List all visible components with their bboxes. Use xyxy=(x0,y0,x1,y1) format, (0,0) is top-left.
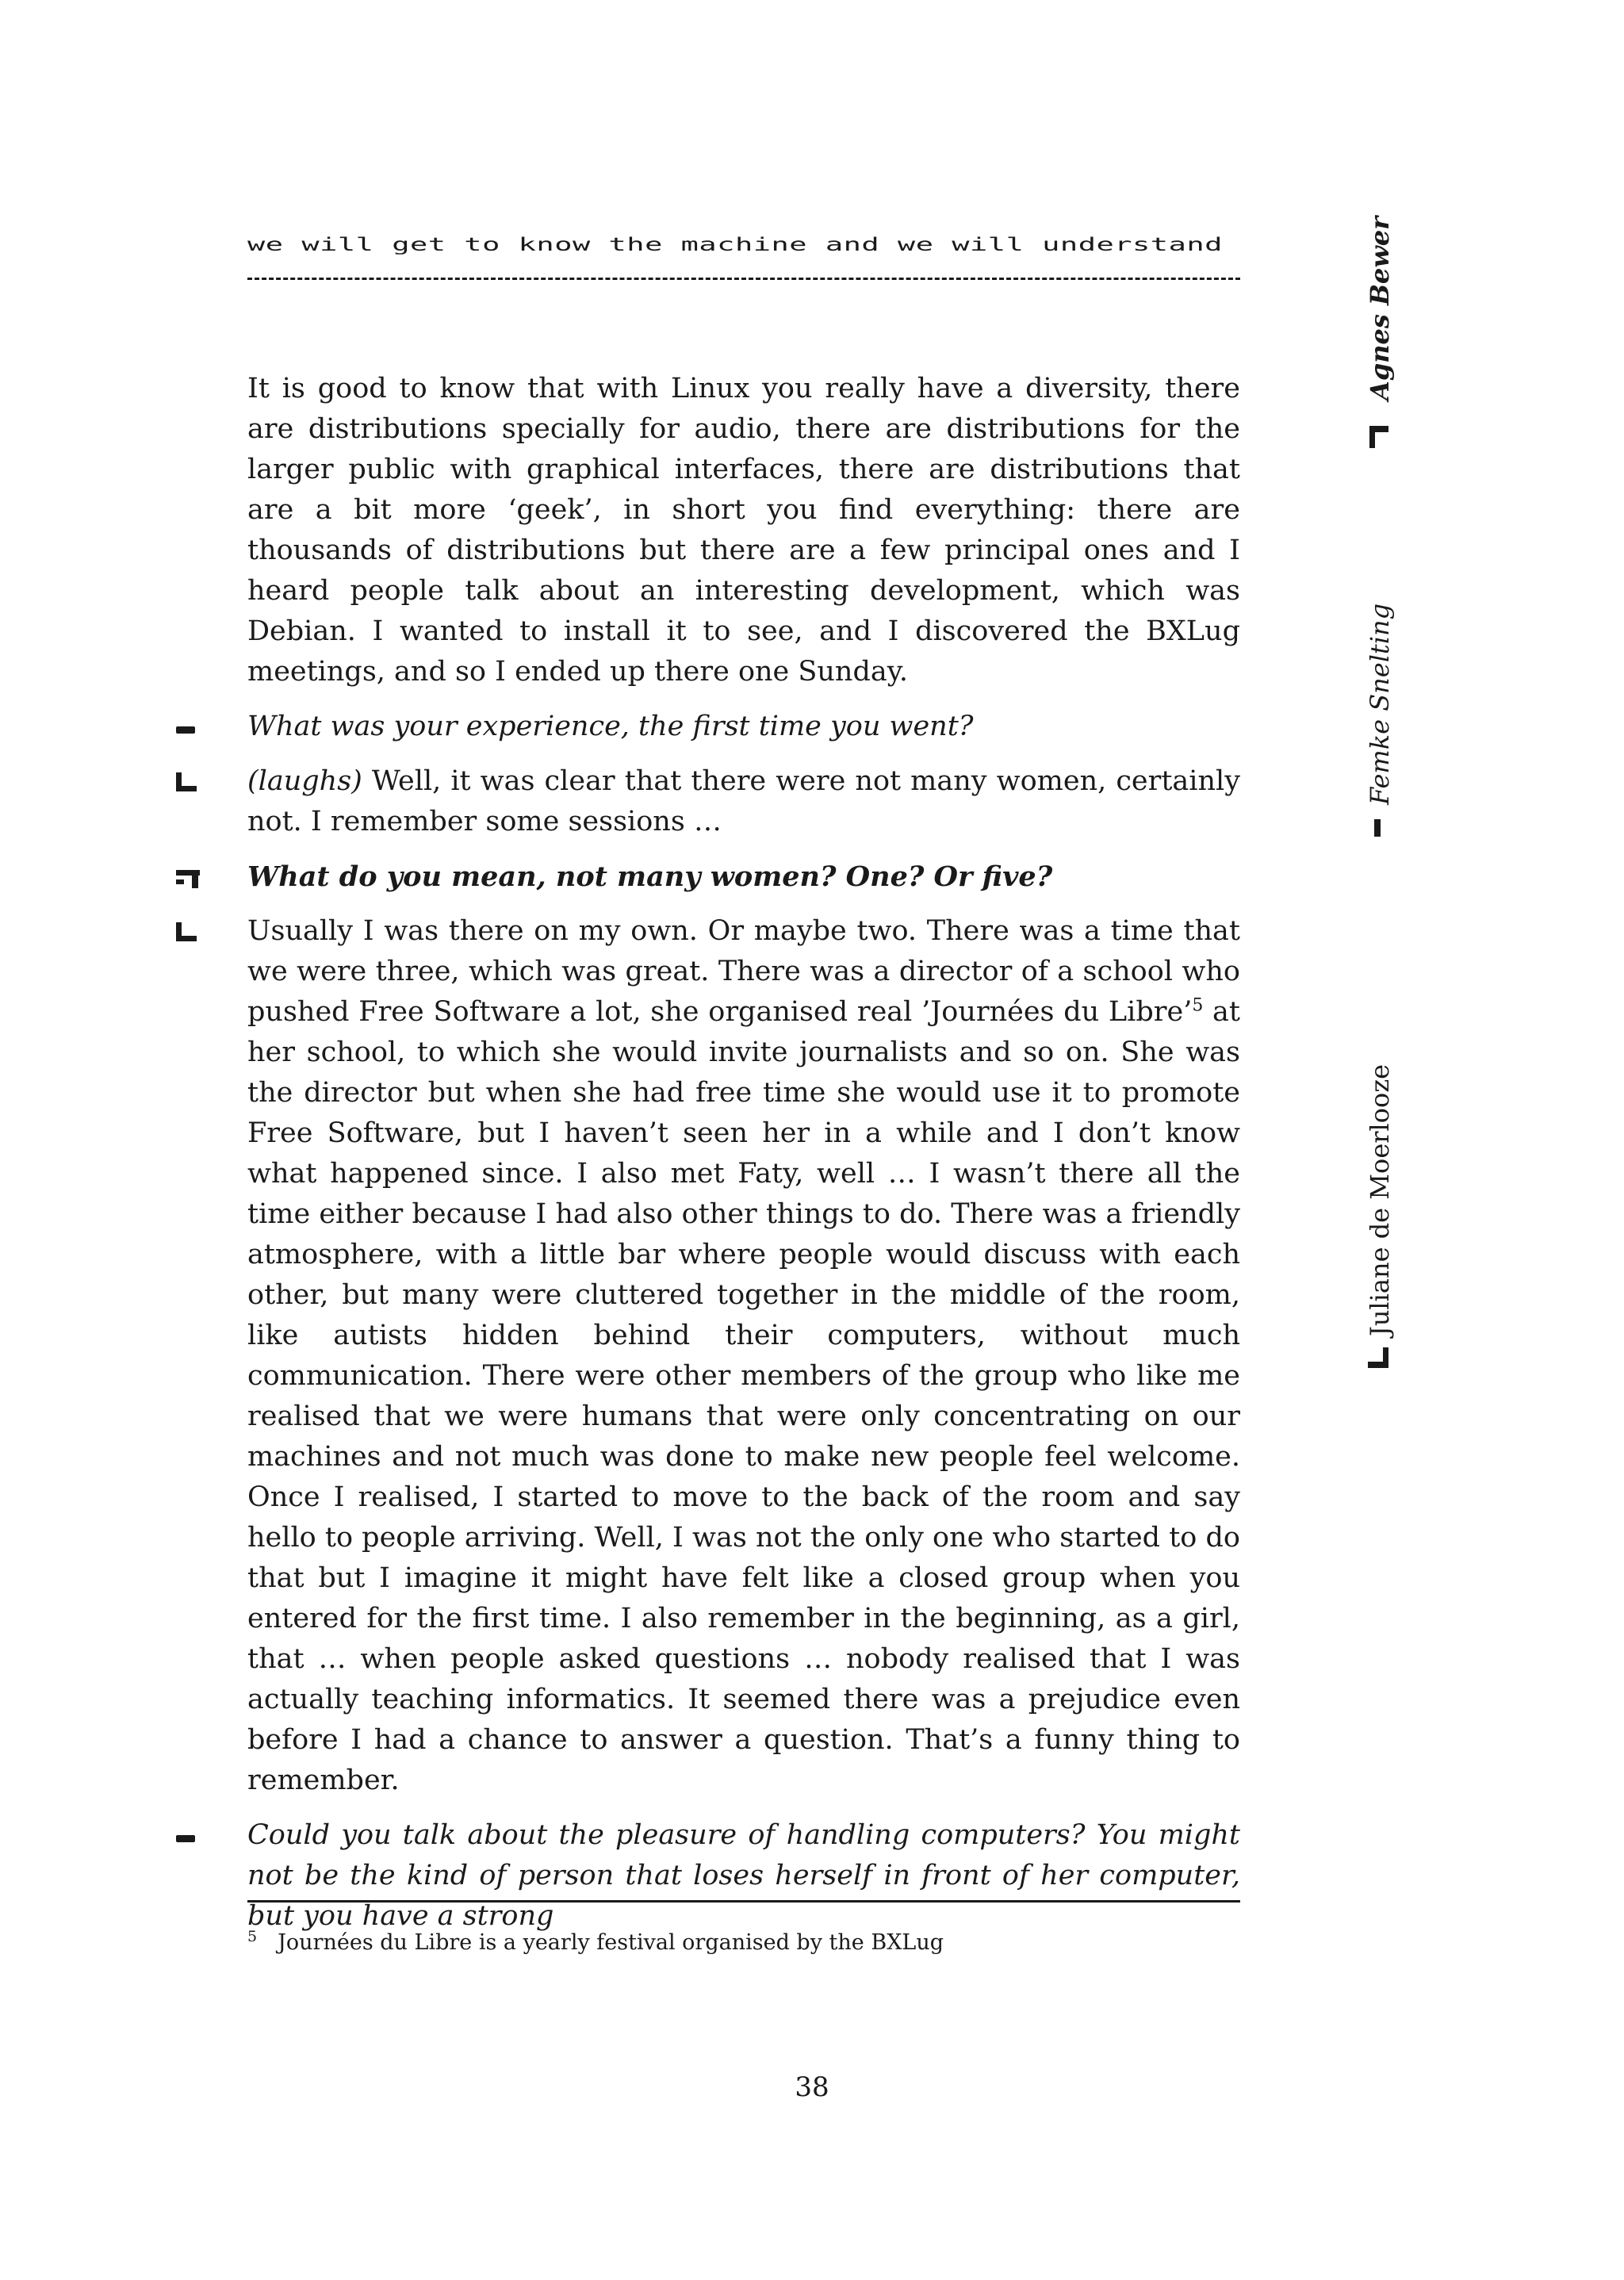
side-name-femke: Femke Snelting xyxy=(1365,603,1395,805)
footnote xyxy=(247,1927,1240,1959)
footnote-rule xyxy=(247,1900,1240,1903)
paragraph-1 xyxy=(247,369,1240,692)
question-agnes-1 xyxy=(247,856,1240,897)
speaker-marker-corner-icon xyxy=(1368,1347,1388,1368)
side-name-juliane: Juliane de Moerlooze xyxy=(1365,1063,1395,1336)
answer-body-end: at her school, to which she would invite journalists and so on. She was the director but when she had free time she would use it to promote Free Software, but I haven’t seen her in a while and I don’t know what happened since. I also met Faty, well … I wasn’t there all the time either because I had also other things to do. There was a friendly atmosphere, with a little bar where people would discuss with each other, but many were cluttered together in the middle of the room, like autists hidden behind their computers, without much communication. There were other members of the group who like me realised that we were humans that were only concentrating on our machines and not much was done to make new people feel welcome. Once I realised, I started to move to the back of the room and say hello to people arriving. Well, I was not the only one who started to do that but I imagine it might have felt like a closed group when you entered for the first time. I also remember in the beginning, as a girl, that … when people asked questions … nobody realised that I was actually teaching informatics. It seemed there was a prejudice even before I had a chance to answer a question. That’s a funny thing to remember. xyxy=(247,996,1240,1796)
answer-body-start: Usually I was there on my own. Or maybe two. There was a time that we were three, which was great. There was a director of a school who pushed Free Software a lot, she organised real ’Journées du Libre’ xyxy=(247,915,1240,1028)
paragraph-text: It is good to know that with Linux you really have a diversity, there are distributions specially for audio, there are distributions for the larger public with graphical interfaces, there are distributions that are a bit more ‘geek’, in short you find everything: there are thousands of distributions but there are a few principal ones and I heard people talk about an interesting development, which was Debian. I wanted to install it to see, and I discovered the BXLug meetings, and so I ended up there one Sunday. xyxy=(247,373,1240,688)
side-name-agnes: Agnes Bewer xyxy=(1365,216,1395,400)
speaker-marker-reverse-corner-icon xyxy=(1369,426,1388,448)
running-header xyxy=(247,235,1240,294)
answer-juliane-1 xyxy=(247,761,1240,842)
answer-body: Well, it was clear that there were not many women, certainly not. I remember some sessions … xyxy=(247,765,1240,837)
answer-text xyxy=(247,761,1240,842)
answer-text xyxy=(247,911,1240,1801)
footnote-number: 5 xyxy=(247,1928,258,1945)
answer-juliane-2 xyxy=(247,911,1240,1801)
speaker-marker-corner-icon xyxy=(176,772,197,791)
speaker-marker-dash-icon xyxy=(1374,819,1381,837)
interview-text xyxy=(247,369,1240,1937)
question-femke-1 xyxy=(247,707,1240,747)
question-text: Could you talk about the pleasure of handling computers? You might not be the kind of person that loses herself in front of her computer, but you have a strong xyxy=(247,1819,1240,1932)
speaker-marker-dash-icon xyxy=(176,1835,195,1842)
speaker-marker-corner-icon xyxy=(176,922,197,941)
speaker-marker-reverse-corner-icon xyxy=(176,868,200,888)
question-femke-2 xyxy=(247,1815,1240,1937)
question-text: What was your experience, the first time you went? xyxy=(247,711,974,742)
side-speaker-names xyxy=(1358,0,1406,837)
stage-direction: (laughs) xyxy=(247,765,362,797)
page-number: 38 xyxy=(795,2071,829,2103)
speaker-marker-dash-icon xyxy=(176,726,195,734)
footnote-text: Journées du Libre is a yearly festival organised by the BXLug xyxy=(278,1930,944,1955)
side-speaker-name-juliane xyxy=(1358,1051,1406,1368)
question-text: What do you mean, not many women? One? Or five? xyxy=(247,860,1053,893)
running-header-title: we will get to know the machine and we will understand xyxy=(247,235,1223,255)
footnote-reference[interactable]: 5 xyxy=(1192,995,1204,1016)
running-header-rule xyxy=(247,278,1240,280)
